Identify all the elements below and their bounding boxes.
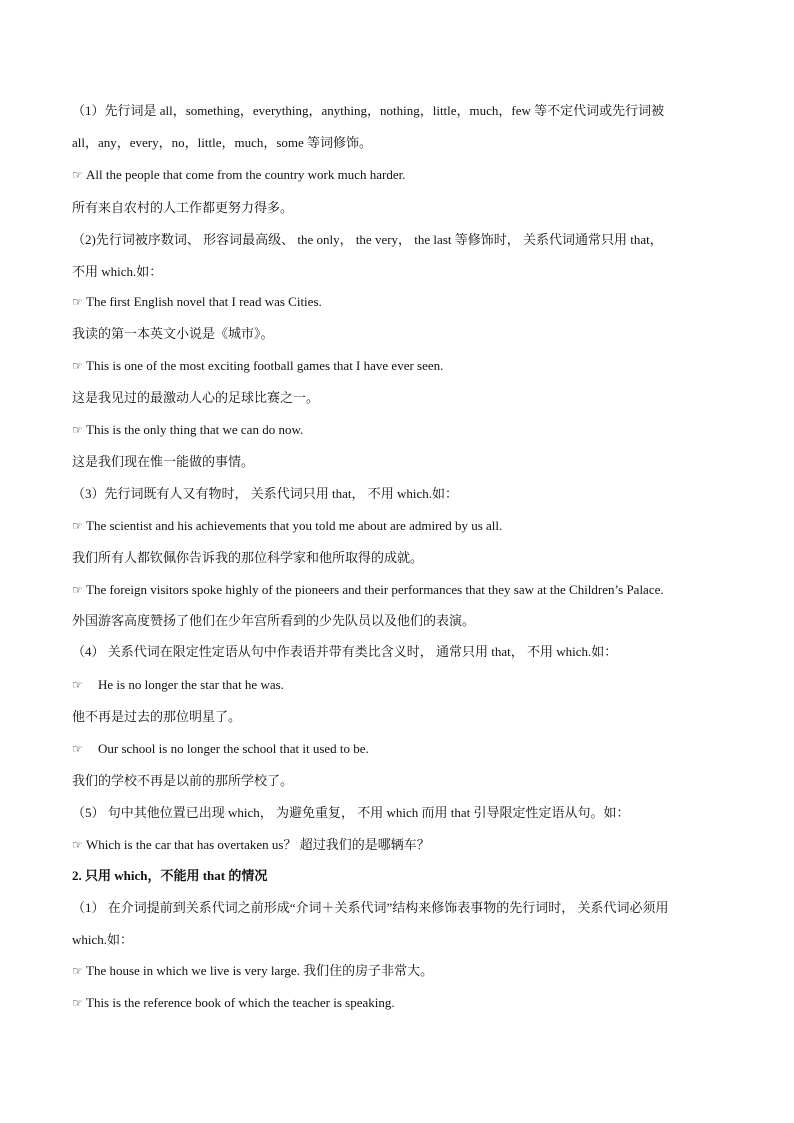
line-text: He is no longer the star that he was. bbox=[98, 677, 284, 692]
example-sentence bbox=[72, 292, 732, 313]
text-line bbox=[72, 930, 732, 951]
line-text: This is the only thing that we can do now. bbox=[86, 422, 304, 437]
pointing-hand-icon: ☞ bbox=[72, 295, 83, 309]
text-line bbox=[72, 101, 732, 122]
text-line bbox=[72, 133, 732, 154]
text-line bbox=[72, 484, 732, 505]
text-line bbox=[72, 230, 732, 251]
text-line bbox=[72, 388, 732, 409]
line-text: which.如： bbox=[72, 932, 134, 947]
example-sentence bbox=[72, 993, 732, 1014]
pointing-hand-icon: ☞ bbox=[72, 838, 83, 852]
pointing-hand-icon: ☞ bbox=[72, 519, 83, 533]
text-line bbox=[72, 771, 732, 792]
text-line bbox=[72, 803, 732, 824]
pointing-hand-icon: ☞ bbox=[72, 359, 83, 373]
line-text: The house in which we live is very large. 我们住的房子非常大。 bbox=[86, 963, 434, 978]
line-text: Our school is no longer the school that it used to be. bbox=[98, 741, 369, 756]
line-text: 我们所有人都钦佩你告诉我的那位科学家和他所取得的成就。 bbox=[72, 550, 424, 565]
line-text: 2. 只用 which，不能用 that 的情况 bbox=[72, 868, 268, 883]
text-line bbox=[72, 452, 732, 473]
example-sentence bbox=[72, 580, 732, 601]
line-text: All the people that come from the country work much harder. bbox=[86, 167, 406, 182]
text-line bbox=[72, 707, 732, 728]
example-sentence bbox=[72, 675, 732, 696]
example-sentence bbox=[72, 516, 732, 537]
line-text: 这是我见过的最激动人心的足球比赛之一。 bbox=[72, 390, 320, 405]
line-text: 他不再是过去的那位明星了。 bbox=[72, 709, 242, 724]
line-text: （1） 在介词提前到关系代词之前形成“介词＋关系代词”结构来修饰表事物的先行词时， 关系代词必须用 bbox=[72, 900, 669, 915]
line-text: 我读的第一本英文小说是《城市》。 bbox=[72, 326, 274, 341]
example-sentence bbox=[72, 961, 732, 982]
text-line bbox=[72, 198, 732, 219]
text-line bbox=[72, 548, 732, 569]
line-text: 不用 which.如： bbox=[72, 264, 163, 279]
pointing-hand-icon: ☞ bbox=[72, 168, 83, 182]
line-text: This is the reference book of which the teacher is speaking. bbox=[86, 995, 395, 1010]
line-text: 我们的学校不再是以前的那所学校了。 bbox=[72, 773, 294, 788]
example-sentence bbox=[72, 356, 732, 377]
line-text: （4） 关系代词在限定性定语从句中作表语并带有类比含义时， 通常只用 that， 不用 which.如： bbox=[72, 644, 618, 659]
example-sentence bbox=[72, 739, 732, 760]
line-text: The first English novel that I read was Cities. bbox=[86, 294, 322, 309]
line-text: This is one of the most exciting football games that I have ever seen. bbox=[86, 358, 444, 373]
text-line bbox=[72, 898, 732, 919]
line-text: （2)先行词被序数词、 形容词最高级、 the only， the very， the last 等修饰时， 关系代词通常只用 that， bbox=[72, 232, 663, 247]
line-text: The foreign visitors spoke highly of the pioneers and their performances that they saw at the Children’s Palace. bbox=[86, 582, 664, 597]
line-text: 这是我们现在惟一能做的事情。 bbox=[72, 454, 255, 469]
line-text: The scientist and his achievements that you told me about are admired by us all. bbox=[86, 518, 503, 533]
example-sentence bbox=[72, 835, 732, 856]
line-text: （5） 句中其他位置已出现 which， 为避免重复， 不用 which 而用 that 引导限定性定语从句。如： bbox=[72, 805, 630, 820]
line-text: Which is the car that has overtaken us？ 超过我们的是哪辆车？ bbox=[86, 837, 430, 852]
pointing-hand-icon: ☞ bbox=[72, 996, 83, 1010]
text-line bbox=[72, 262, 732, 283]
pointing-hand-icon: ☞ bbox=[72, 742, 83, 756]
line-text: （3）先行词既有人又有物时， 关系代词只用 that， 不用 which.如： bbox=[72, 486, 459, 501]
example-sentence bbox=[72, 165, 732, 186]
pointing-hand-icon: ☞ bbox=[72, 678, 83, 692]
example-sentence bbox=[72, 420, 732, 441]
text-line bbox=[72, 611, 732, 632]
pointing-hand-icon: ☞ bbox=[72, 964, 83, 978]
section-heading bbox=[72, 866, 732, 887]
pointing-hand-icon: ☞ bbox=[72, 423, 83, 437]
text-line bbox=[72, 642, 732, 663]
text-line bbox=[72, 324, 732, 345]
pointing-hand-icon: ☞ bbox=[72, 583, 83, 597]
line-text: （1）先行词是 all，something，everything，anything，nothing，little，much，few 等不定代词或先行词被 bbox=[72, 103, 665, 118]
line-text: all，any，every，no，little，much，some 等词修饰。 bbox=[72, 135, 373, 150]
line-text: 外国游客高度赞扬了他们在少年宫所看到的少先队员以及他们的表演。 bbox=[72, 613, 476, 628]
line-text: 所有来自农村的人工作都更努力得多。 bbox=[72, 200, 294, 215]
